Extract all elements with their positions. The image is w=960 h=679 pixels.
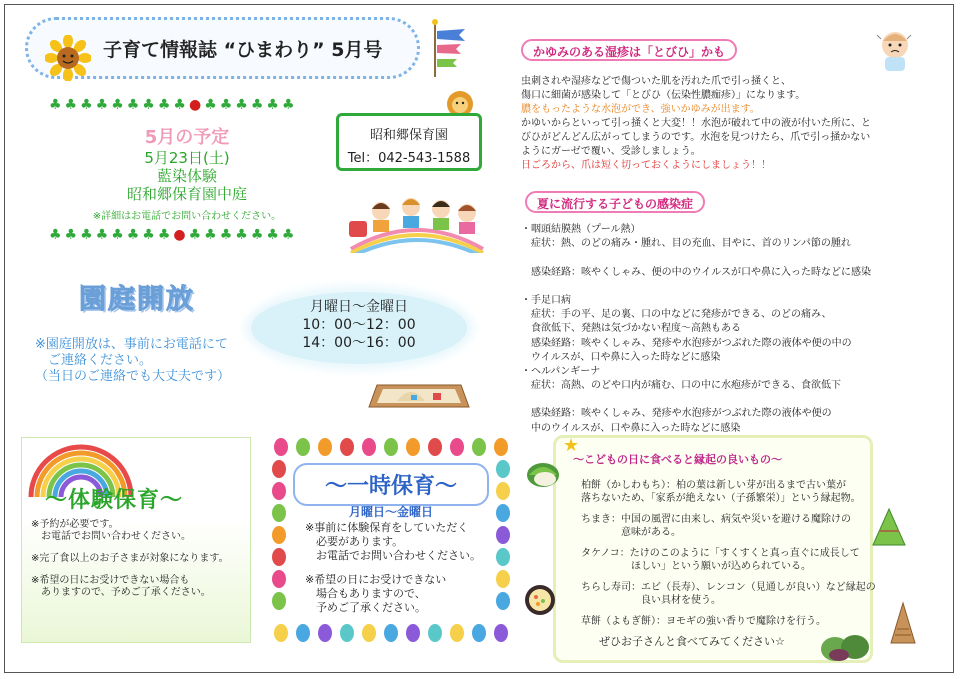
text-line: ほしい」という願いが込められている。	[581, 561, 811, 572]
hours-afternoon: 14：00～16：00	[302, 335, 416, 351]
kashiwa-mochi-icon	[525, 455, 561, 491]
balloon-icon	[428, 438, 442, 456]
schedule-date: 5月23日(土)	[144, 149, 230, 167]
bamboo-shoot-icon	[889, 601, 917, 645]
text-line: ようにガーゼで覆い、受診しましょう。	[521, 146, 701, 157]
carp-streamer-icon	[431, 19, 471, 79]
hours-days: 月曜日～金曜日	[310, 299, 408, 315]
balloon-icon	[496, 526, 510, 544]
note-line: ※希望の日にお受けできない場合も	[31, 575, 190, 586]
newsletter-title: 子育て情報誌 “ひまわり” 5月号	[103, 39, 383, 61]
balloon-icon	[384, 624, 398, 642]
experience-title: ～体験保育～	[45, 488, 184, 513]
garden-note-line: ご連絡ください。	[35, 353, 153, 368]
note-line: お電話でお問い合わせください。	[31, 531, 191, 542]
text-line: びひがどんどん広がってしまうのです。水泡を見つけたら、爪で引っ掻かない	[521, 132, 871, 143]
text-line: 中のウイルスが、口や鼻に入った時などに感染	[521, 422, 741, 434]
garden-open-title: 園庭開放	[79, 284, 195, 315]
balloon-icon	[428, 624, 442, 642]
star-icon: ★	[563, 435, 580, 456]
balloon-icon	[494, 624, 508, 642]
sandbox-illustration	[367, 367, 471, 415]
balloon-icon	[450, 624, 464, 642]
experience-notes	[31, 519, 249, 609]
childrens-day-closing: ぜひお子さんと食べてみてください☆	[599, 635, 785, 648]
balloon-icon	[340, 438, 354, 456]
text-line: ・ヘルパンギーナ	[521, 365, 601, 377]
balloon-icon	[494, 438, 508, 456]
temporary-title: ～一時保育～	[293, 463, 489, 506]
note-line: 必要があります。	[305, 535, 404, 548]
balloon-icon	[272, 482, 286, 500]
text-line: ウイルスが、口や鼻に入った時などに感染	[521, 351, 721, 363]
balloon-icon	[296, 438, 310, 456]
hours-morning: 10：00～12：00	[302, 317, 416, 333]
note-line: お電話でお問い合わせください。	[305, 549, 481, 562]
balloon-icon	[472, 438, 486, 456]
balloon-icon	[496, 570, 510, 588]
text-line: 食欲低下、発熱は気づかない程度～高熱もある	[521, 323, 741, 335]
contact-box	[336, 113, 482, 171]
balloon-icon	[318, 624, 332, 642]
childrens-day-text	[581, 479, 876, 636]
baby-scratching-icon	[871, 25, 919, 73]
temporary-note	[305, 573, 495, 615]
balloon-icon	[496, 548, 510, 566]
temporary-days: 月曜日～金曜日	[348, 505, 433, 519]
balloon-icon	[272, 526, 286, 544]
note-line: ※事前に体験保育をしていただく	[305, 521, 469, 534]
childrens-day-item	[581, 615, 876, 628]
balloon-icon	[362, 624, 376, 642]
nursery-name: 昭和郷保育園	[369, 128, 448, 143]
childrens-day-title: ～こどもの日に食べると縁起の良いもの～	[573, 453, 782, 466]
note-line: ※希望の日にお受けできない	[305, 573, 447, 586]
note-line: 予めご了承ください。	[305, 601, 426, 614]
balloon-icon	[384, 438, 398, 456]
schedule-place: 昭和郷保育園中庭	[126, 185, 247, 203]
kids-train-illustration	[347, 191, 487, 253]
impetigo-heading: かゆみのある湿疹は「とびひ」かも	[521, 39, 737, 61]
text-line: 草餅（よもぎ餅）：ヨモギの強い香りで魔除けを行う。	[581, 616, 826, 627]
balloon-icon	[472, 624, 486, 642]
text-line: 柏餅（かしわもち）：柏の葉は新しい芽が出るまで古い葉が	[581, 480, 846, 491]
text-line: かゆいからといって引っ掻くと大変！！水泡が破れて中の液が付いた所に、と	[521, 118, 871, 129]
text-line: 傷口に細菌が感染して「とびひ（伝染性膿痂疹）」になります。	[521, 90, 806, 101]
balloon-icon	[274, 438, 288, 456]
garden-note-line: （当日のご連絡でも大丈夫です）	[35, 369, 231, 384]
text-line	[521, 393, 871, 407]
childrens-day-item	[581, 513, 876, 539]
text-line: 感染経路：咳やくしゃみ、発疹や水泡疹がつぶれた際の液体や便の	[521, 408, 832, 420]
text-line: 意味がある。	[581, 527, 681, 538]
balloon-icon	[406, 438, 420, 456]
note-line: ※予約が必要です。	[31, 519, 119, 530]
nursery-tel[interactable]: Tel：042-543-1588	[347, 151, 471, 166]
text-line: ・咽頭結膜熱（プール熱）	[521, 224, 641, 235]
temporary-note	[305, 521, 495, 563]
text-line: 落ちないため、「家系が絶えない（子孫繁栄）」という縁起物。	[581, 493, 861, 504]
chirashi-sushi-icon	[523, 583, 557, 617]
newsletter-page	[4, 4, 954, 673]
text-line: ちまき：中国の風習に由来し、病気や災いを避ける魔除けの	[581, 514, 851, 525]
balloon-icon	[274, 624, 288, 642]
text-line: 症状：手の平、足の裏、口の中などに発疹ができる、のどの痛み、	[521, 309, 832, 321]
summer-heading: 夏に流行する子どもの感染症	[525, 191, 705, 213]
experience-note	[31, 519, 249, 543]
balloon-icon	[496, 592, 510, 610]
text-line	[521, 251, 871, 265]
text-line: 症状：熱、のどの痛み・腫れ、目の充血、目やに、首のリンパ節の腫れ	[521, 238, 851, 250]
schedule-title: 5月の予定	[144, 127, 230, 148]
childrens-day-item	[581, 479, 876, 505]
childrens-day-item	[581, 547, 876, 573]
text-line	[521, 280, 871, 294]
text-line: 虫刺されや湿疹などで傷ついた肌を汚れた爪で引っ掻くと、	[521, 76, 791, 87]
may-schedule	[67, 123, 307, 222]
note-line: ※完了食以上のお子さまが対象になります。	[31, 553, 229, 564]
garden-note-line: ※園庭開放は、事前にお電話にて	[35, 337, 228, 352]
text-line: 良い具材を使う。	[581, 595, 721, 606]
text-line: 日ごろから、爪は短く切っておくようにしましょう！！	[521, 160, 771, 171]
chimaki-icon	[871, 507, 907, 547]
balloon-icon	[272, 460, 286, 478]
balloon-icon	[406, 624, 420, 642]
experience-note	[31, 575, 249, 599]
balloon-icon	[318, 438, 332, 456]
text-line: ちらし寿司：エビ（長寿）、レンコン（見通しが良い）など縁起の	[581, 582, 876, 593]
temporary-notes	[305, 521, 495, 625]
clover-border-top: ♣♣♣♣♣♣♣♣♣●♣♣♣♣♣♣	[49, 97, 298, 113]
sunflower-icon	[45, 35, 91, 81]
garden-hours	[251, 292, 467, 364]
schedule-note: ※詳細はお電話でお問い合わせください。	[92, 211, 282, 222]
text-line: 感染経路：咳やくしゃみ、便の中のウイルスが口や鼻に入った時などに感染	[521, 266, 871, 278]
balloon-icon	[496, 460, 510, 478]
note-line: 場合もありますので、	[305, 587, 426, 600]
balloon-icon	[496, 482, 510, 500]
experience-note	[31, 553, 249, 565]
text-line: 感染経路：咳やくしゃみ、発疹や水泡疹がつぶれた際の液体や便の中の	[521, 337, 852, 349]
balloon-icon	[272, 504, 286, 522]
balloon-icon	[272, 592, 286, 610]
balloon-icon	[362, 438, 376, 456]
balloon-icon	[496, 504, 510, 522]
note-line: ありますので、予めご了承ください。	[31, 587, 211, 598]
schedule-event: 藍染体験	[156, 167, 217, 185]
garden-open-note	[35, 337, 275, 385]
clover-border-bottom: ♣♣♣♣♣♣♣♣●♣♣♣♣♣♣♣	[49, 227, 298, 243]
impetigo-text	[521, 75, 871, 173]
balloon-icon	[296, 624, 310, 642]
childrens-day-item	[581, 581, 876, 607]
balloon-icon	[450, 438, 464, 456]
text-line: 膿をもったような水泡ができ、強いかゆみが出ます。	[521, 104, 760, 115]
text-line: 症状：高熱、のどや口内が痛む、口の中に水疱疹ができる、食欲低下	[521, 380, 841, 392]
balloon-icon	[272, 548, 286, 566]
text-line: タケノコ：たけのこのように「すくすくと真っ直ぐに成長して	[581, 548, 860, 559]
balloon-icon	[272, 570, 286, 588]
balloon-icon	[340, 624, 354, 642]
summer-text	[521, 223, 871, 436]
text-line: ・手足口病	[521, 294, 571, 306]
